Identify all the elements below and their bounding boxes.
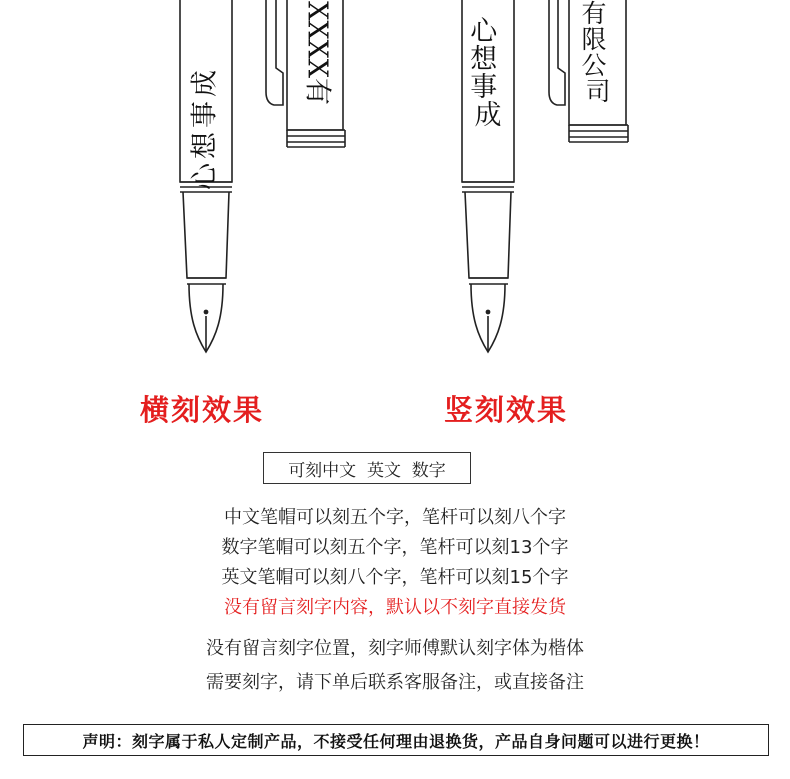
engraving-options-box: 可刻中文 英文 数字 (263, 452, 471, 484)
disclaimer-box: 声明：刻字属于私人定制产品，不接受任何理由退换货，产品自身问题可以进行更换！ (23, 724, 769, 756)
barrel-engraving-vertical: 心 想 事 成 (470, 16, 502, 131)
vertical-effect-label: 竖刻效果 (444, 393, 569, 427)
cap-engraving-vertical: 有 限 公 司 (581, 0, 611, 106)
horizontal-effect-label: 横刻效果 (140, 393, 265, 427)
note-default-font: 没有留言刻字位置，刻字师傅默认刻字体为楷体 (206, 638, 584, 659)
cap-engraving-horizontal: XXXX有 (301, 1, 333, 105)
engraving-notes (0, 632, 790, 700)
rule-english: 英文笔帽可以刻八个字，笔杆可以刻15个字 (221, 567, 569, 588)
pen-clip (549, 0, 565, 105)
pen-grip (465, 192, 511, 278)
pen-clip (266, 0, 283, 105)
rule-numbers: 数字笔帽可以刻五个字，笔杆可以刻13个字 (221, 537, 569, 558)
pen-illustration (0, 0, 790, 360)
rule-chinese: 中文笔帽可以刻五个字，笔杆可以刻八个字 (224, 507, 566, 528)
barrel-engraving-horizontal: 心想事成 (189, 66, 221, 190)
note-contact-service: 需要刻字，请下单后联系客服备注，或直接备注 (206, 672, 584, 693)
engraving-rules (0, 503, 790, 623)
rule-no-message-warning: 没有留言刻字内容，默认以不刻字直接发货 (224, 597, 566, 618)
pen-grip (183, 192, 229, 278)
